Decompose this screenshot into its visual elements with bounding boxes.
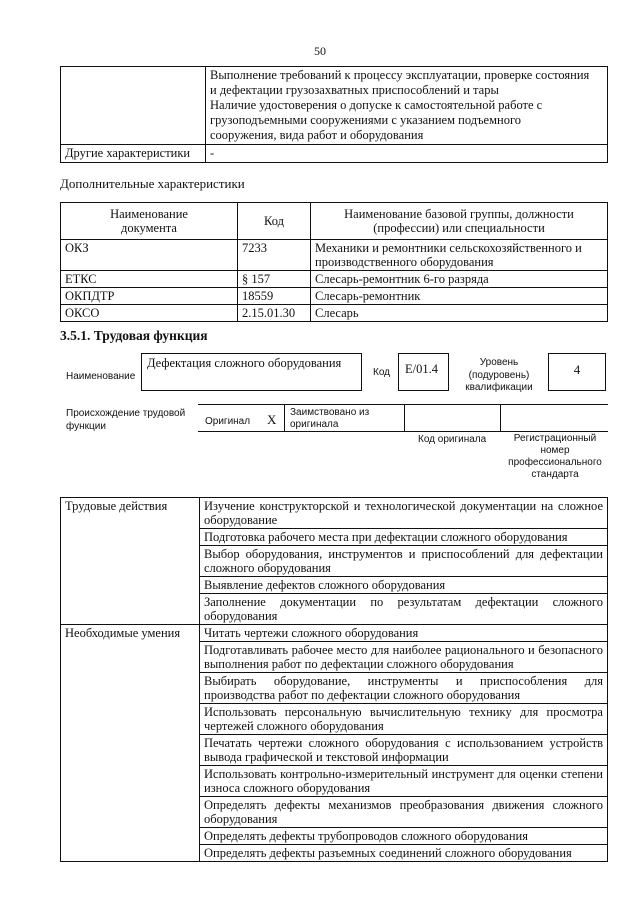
table-row <box>61 240 608 271</box>
table-row <box>61 288 608 305</box>
divider <box>404 405 405 431</box>
doc-name: ОКСО <box>61 305 238 322</box>
doc-code: § 157 <box>238 271 311 288</box>
list-item: Выбирать оборудование, инструменты и приспособления для производства работ по дефектации сложного оборудования <box>200 673 608 704</box>
original-label: Оригинал <box>205 416 251 427</box>
doc-name: ЕТКС <box>61 271 238 288</box>
table-row <box>61 305 608 322</box>
requirement-line: и дефектации грузозахватных приспособлений и тары <box>210 83 499 97</box>
level-box: 4 <box>548 353 606 391</box>
divider <box>500 405 501 431</box>
list-item: Определять дефекты разъемных соединений сложного оборудования <box>200 845 608 862</box>
table-row <box>61 145 608 163</box>
list-item: Печатать чертежи сложного оборудования с использованием устройств вывода графической и текстовой информации <box>200 735 608 766</box>
group-label: Трудовые действия <box>61 498 200 625</box>
origin-label: Происхождение трудовой функции <box>66 408 186 432</box>
requirement-line: грузоподъемными сооружениями с указанием подъемного <box>210 113 522 127</box>
requirements-cell <box>206 67 608 145</box>
doc-name: ОКПДТР <box>61 288 238 305</box>
list-item: Выбор оборудования, инструментов и приспособлений для дефектации сложного оборудования <box>200 546 608 577</box>
column-header: Код <box>238 203 311 240</box>
list-item: Изучение конструкторской и технологической документации на сложное оборудование <box>200 498 608 529</box>
list-item: Использовать контрольно-измерительный инструмент для оценки степени износа сложного оборудования <box>200 766 608 797</box>
section-title: Дополнительные характеристики <box>60 176 245 191</box>
requirement-line: Наличие удостоверения о допуске к самостоятельной работе с <box>210 98 543 112</box>
code-original-label: Код оригинала <box>418 434 487 445</box>
list-item: Определять дефекты механизмов преобразования движения сложного оборудования <box>200 797 608 828</box>
doc-code: 2.15.01.30 <box>238 305 311 322</box>
list-item: Читать чертежи сложного оборудования <box>200 625 608 642</box>
table-row <box>61 498 608 529</box>
origin-row <box>198 404 608 432</box>
borrowed-label: Заимствовано из оригинала <box>290 407 370 430</box>
doc-code: 18559 <box>238 288 311 305</box>
list-item: Подготавливать рабочее место для наиболее рационального и безопасного выполнения работ по дефектации сложного оборудования <box>200 642 608 673</box>
table-row <box>61 625 608 642</box>
doc-code: 7233 <box>238 240 311 271</box>
list-item: Выявление дефектов сложного оборудования <box>200 577 608 594</box>
table-row <box>61 67 608 145</box>
requirements-table <box>60 66 608 163</box>
function-heading: 3.5.1. Трудовая функция <box>60 328 208 343</box>
list-item: Использовать персональную вычислительную технику для просмотра чертежей сложного оборудования <box>200 704 608 735</box>
column-header: Наименование документа <box>61 203 238 240</box>
doc-name: ОКЗ <box>61 240 238 271</box>
divider <box>284 405 285 431</box>
table-row <box>61 271 608 288</box>
reg-number-label: Регистрационный номер профессионального стандарта <box>508 433 602 480</box>
group-name: Слесарь <box>311 305 608 322</box>
row-label <box>61 67 206 145</box>
group-name: Слесарь-ремонтник 6-го разряда <box>311 271 608 288</box>
additional-characteristics-table <box>60 202 608 322</box>
requirement-line: Выполнение требований к процессу эксплуатации, проверке состояния <box>210 68 590 82</box>
original-mark: X <box>267 412 277 427</box>
name-label: Наименование <box>66 371 136 382</box>
list-item: Определять дефекты трубопроводов сложного оборудования <box>200 828 608 845</box>
group-name: Слесарь-ремонтник <box>311 288 608 305</box>
row-value: - <box>206 145 608 163</box>
function-name-box: Дефектация сложного оборудования <box>141 353 362 391</box>
column-header: Наименование базовой группы, должности (профессии) или специальности <box>311 203 608 240</box>
list-item: Подготовка рабочего места при дефектации сложного оборудования <box>200 529 608 546</box>
code-label: Код <box>373 367 391 378</box>
group-name: Механики и ремонтники сельскохозяйственного и производственного оборудования <box>311 240 608 271</box>
row-label: Другие характеристики <box>61 145 206 163</box>
code-box: E/01.4 <box>398 353 449 391</box>
table-header-row <box>61 203 608 240</box>
labor-function-table <box>60 497 608 862</box>
page-number: 50 <box>314 44 326 58</box>
requirement-line: сооружения, вида работ и оборудования <box>210 128 424 142</box>
list-item: Заполнение документации по результатам дефектации сложного оборудования <box>200 594 608 625</box>
group-label: Необходимые умения <box>61 625 200 862</box>
level-label: Уровень (подуровень) квалификации <box>465 357 533 393</box>
